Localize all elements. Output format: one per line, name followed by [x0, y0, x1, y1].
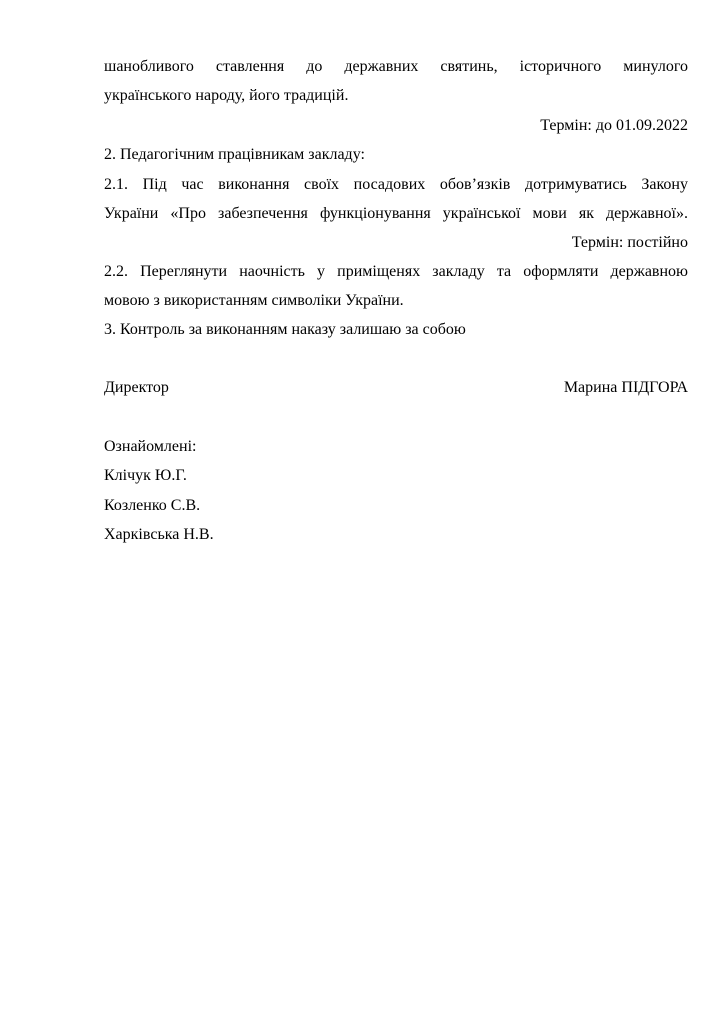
item-2-1-line-2: України «Про забезпечення функціонування української мови як державної». [104, 205, 688, 222]
item-2-heading: 2. Педагогічним працівникам закладу: [104, 146, 365, 163]
item-2-1-line-1: 2.1. Під час виконання своїх посадових обов’язків дотримуватись Закону [104, 176, 688, 193]
term-deadline-1: Термін: до 01.09.2022 [540, 117, 688, 134]
paragraph-1-line-2: українського народу, його традицій. [104, 87, 349, 104]
item-3: 3. Контроль за виконанням наказу залишаю за собою [104, 321, 466, 338]
item-2-2-line-2: мовою з використанням символіки України. [104, 292, 404, 309]
acknowledged-name: Харківська Н.В. [104, 526, 214, 543]
acknowledged-name: Козленко С.В. [104, 497, 201, 514]
paragraph-1-line-1: шанобливого ставлення до державних святинь, історичного минулого [104, 58, 688, 75]
term-deadline-2: Термін: постійно [571, 234, 688, 251]
acknowledged-name: Клічук Ю.Г. [104, 467, 187, 484]
item-2-2-line-1: 2.2. Переглянути наочність у приміщенях закладу та оформляти державною [104, 263, 688, 280]
signature-position: Директор [104, 379, 169, 396]
signature-name: Марина ПІДГОРА [563, 379, 688, 396]
acknowledged-heading: Ознайомлені: [104, 438, 197, 455]
